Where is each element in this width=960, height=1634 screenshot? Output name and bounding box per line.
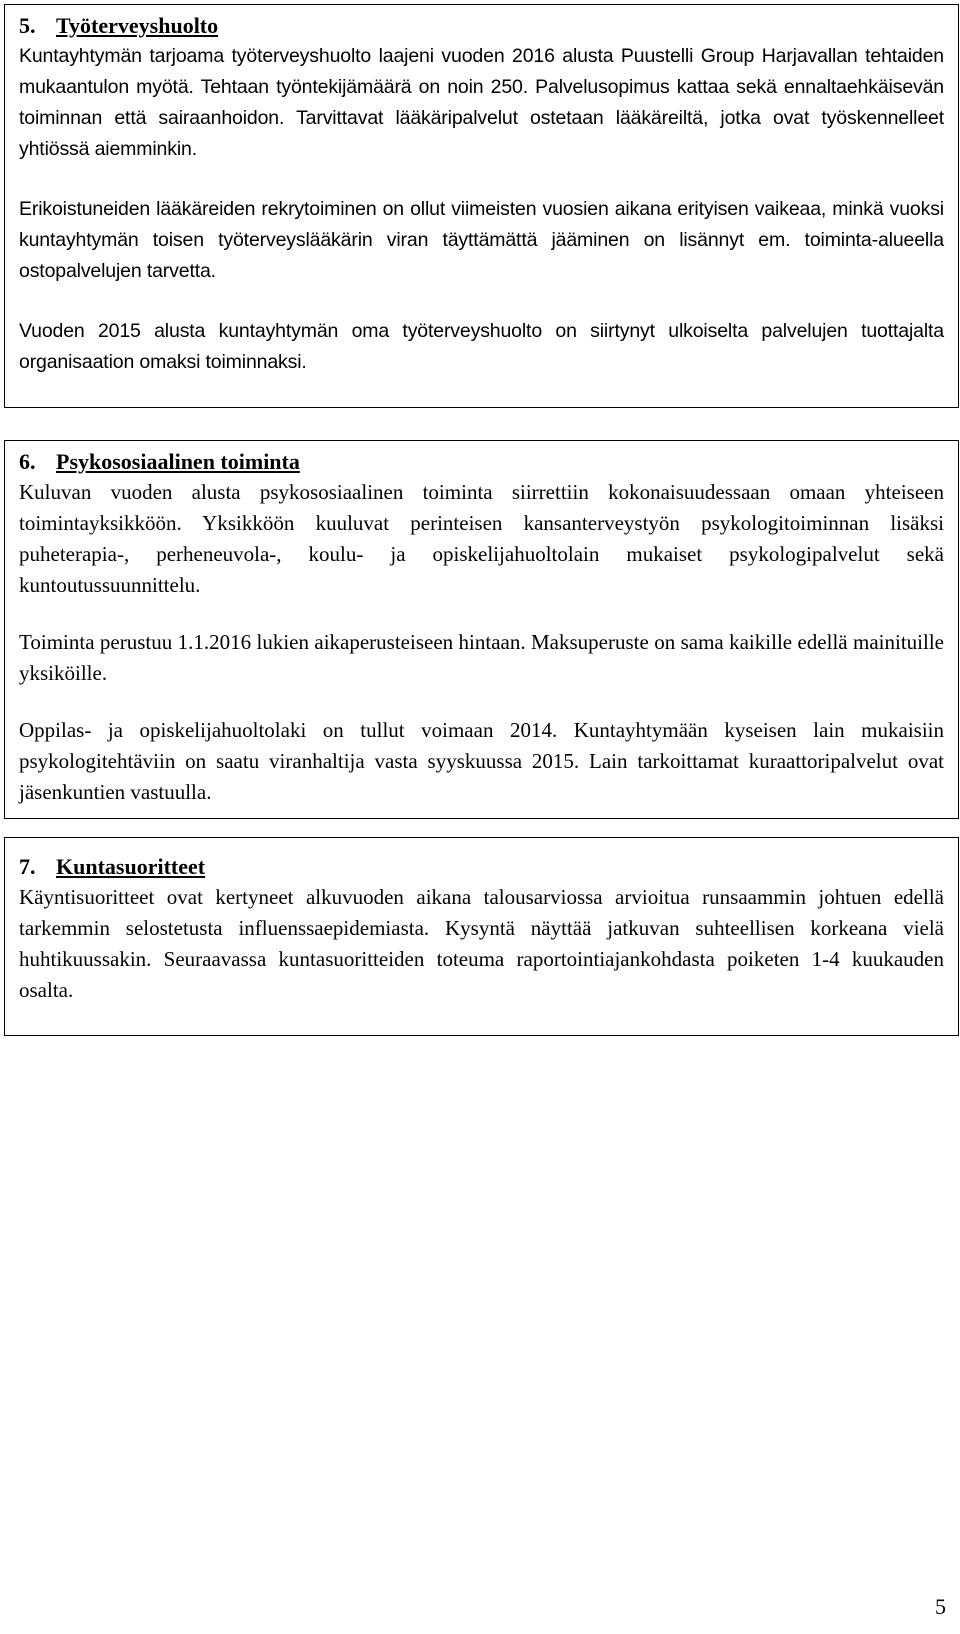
section-7-heading [19, 852, 944, 882]
section-7-box [4, 837, 959, 1036]
paragraph: Kuluvan vuoden alusta psykososiaalinen toiminta siirrettiin kokonaisuudessaan omaan yhteiseen toimintayksikköön. Yksikköön kuuluvat perinteisen kansanterveystyön psykologitoiminnan lisäksi puheterapia-, perheneuvola-, koulu- ja opiskelijahuoltolain mukaiset psykologipalvelut sekä kuntoutussuunnittelu. [19, 480, 944, 597]
paragraph: Erikoistuneiden lääkäreiden rekrytoiminen on ollut viimeisten vuosien aikana erityisen vaikeaa, minkä vuoksi kuntayhtymän toisen työterveyslääkärin viran täyttämättä jääminen on lisännyt em. toiminta-alueella ostopalvelujen tarvetta. [19, 198, 944, 282]
section-title: Kuntasuoritteet [56, 854, 206, 879]
section-6-box [4, 440, 959, 819]
section-number: 7. [19, 854, 36, 879]
page-number: 5 [935, 1594, 946, 1619]
section-title: Psykososiaalinen toiminta [56, 449, 300, 474]
paragraph: Vuoden 2015 alusta kuntayhtymän oma työterveyshuolto on siirtynyt ulkoiselta palvelujen tuottajalta organisaation omaksi toiminnaksi. [19, 320, 944, 373]
section-number: 5. [19, 13, 36, 38]
paragraph: Oppilas- ja opiskelijahuoltolaki on tullut voimaan 2014. Kuntayhtymään kyseisen lain mukaisiin psykologitehtäviin on saatu viranhaltija vasta syyskuussa 2015. Lain tarkoittamat kuraattoripalvelut ovat jäsenkuntien vastuulla. [19, 718, 944, 804]
section-5-heading [19, 11, 944, 41]
section-5-box [4, 4, 959, 408]
paragraph: Käyntisuoritteet ovat kertyneet alkuvuoden aikana talousarviossa arvioitua runsaammin johtuen edellä tarkemmin selostetusta influenssaepidemiasta. Kysyntä näyttää jatkuvan suhteellisen korkeana vielä huhtikuussakin. Seuraavassa kuntasuoritteiden toteuma raportointiajankohdasta poiketen 1-4 kuukauden osalta. [19, 885, 944, 1002]
section-6-heading [19, 447, 944, 477]
paragraph: Toiminta perustuu 1.1.2016 lukien aikaperusteiseen hintaan. Maksuperuste on sama kaikille edellä mainituille yksiköille. [19, 630, 944, 685]
section-number: 6. [19, 449, 36, 474]
section-title: Työterveyshuolto [56, 13, 219, 38]
paragraph: Kuntayhtymän tarjoama työterveyshuolto laajeni vuoden 2016 alusta Puustelli Group Harjavallan tehtaiden mukaantulon myötä. Tehtaan työntekijämäärä on noin 250. Palvelusopimus kattaa sekä ennaltaehkäisevän toiminnan että sairaanhoidon. Tarvittavat lääkäripalvelut ostetaan lääkäreiltä, jotka ovat työskennelleet yhtiössä aiemminkin. [19, 45, 944, 160]
